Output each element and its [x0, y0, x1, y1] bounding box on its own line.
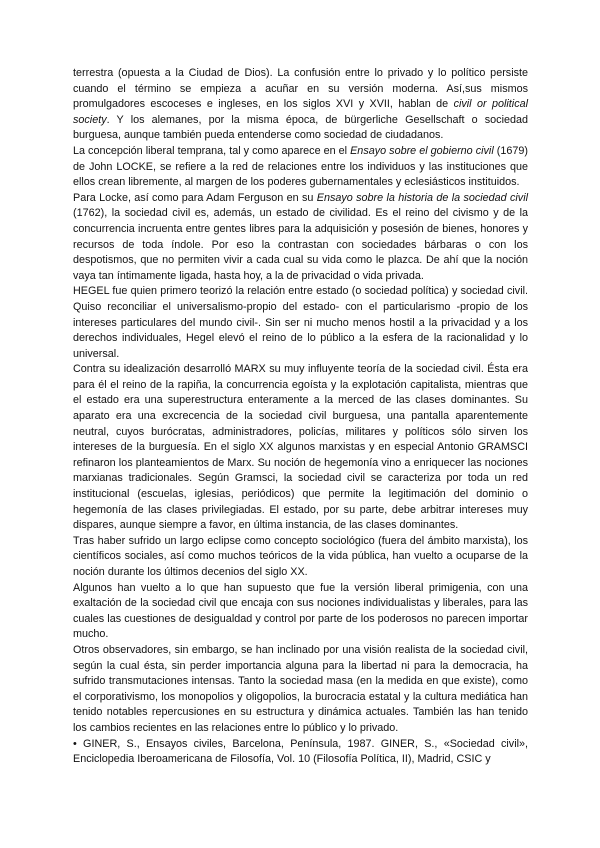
paragraph-eclipse: Tras haber sufrido un largo eclipse como concepto sociológico (fuera del ámbito marxista), los científicos sociales, así como muchos teóricos de la vida pública, han vuelto a ocuparse de la noción durante los últimos decenios del siglo XX. — [73, 534, 528, 578]
bibliography-entry: • GINER, S., Ensayos civiles, Barcelona, Península, 1987. GINER, S., «Sociedad civil», Enciclopedia Iberoamericana de Filosofía, Vol. 10 (Filosofía Política, II), Madrid, CSIC y — [73, 737, 528, 766]
paragraph-locke: La concepción liberal temprana, tal y como aparece en el Ensayo sobre el gobierno civil (1679) de John LOCKE, se refiere a la red de relaciones entre los individuos y las instituciones que ellos crean libremente, al margen de los poderes gubernamentales y eclesiásticos instituidos. — [73, 144, 528, 189]
paragraph-civil-society-origins: terrestra (opuesta a la Ciudad de Dios). La confusión entre lo privado y lo político persiste cuando el término se empieza a acuñar en su versión moderna. Así,sus mismos promulgadores escoceses e ingleses, en los siglos XVI y XVII, hablan de civil or political society. Y los alemanes, por la misma época, de bürgerliche Gesellschaft o sociedad burguesa, aunque también pueda entenderse como sociedad de ciudadanos. — [73, 67, 528, 142]
paragraph-liberal-return: Algunos han vuelto a lo que han supuesto que fue la versión liberal primigenia, con una exaltación de la sociedad civil que encaja con sus nociones individualistas y liberales, para las cuales las cuestiones de desigualdad y control por parte de los poderosos no parecen importar mucho. — [73, 581, 528, 641]
paragraph-marx-gramsci: Contra su idealización desarrolló MARX su muy influyente teoría de la sociedad civil. Ésta era para él el reino de la rapiña, la concurrencia egoísta y la explotación capitalista, mientras que el estado era una superestructura enteramente a la merced de las clases dominantes. Su aparato era una excrecencia de la sociedad civil burguesa, una pantalla aparentemente neutral, cuyos burócratas, administradores, policías, militares y políticos sólo sirven los intereses de la burguesía. En el siglo XX algunos marxistas y en especial Antonio GRAMSCI refinaron los planteamientos de Marx. Su noción de hegemonía vino a enriquecer las nociones marxianas tradicionales. Según Gramsci, la sociedad civil se caracteriza por toda un red institucional (escuelas, iglesias, periódicos) que permite la legitimación del dominio o hegemonía de las clases privilegiadas. El estado, por su parte, debe arbitrar intereses muy dispares, aunque siempre a favor, en última instancia, de las clases dominantes. — [73, 363, 528, 532]
paragraph-hegel: HEGEL fue quien primero teorizó la relación entre estado (o sociedad política) y sociedad civil. Quiso reconciliar el universalismo-propio del estado- con el particularismo -propio de los intereses particulares del mundo civil-. Sin ser ni mucho menos hostil a la privacidad y a los derechos individuales, Hegel elevó el reino de lo público a la esfera de la racionalidad y lo universal. — [73, 285, 528, 360]
paragraph-ferguson: Para Locke, así como para Adam Ferguson en su Ensayo sobre la historia de la sociedad civil (1762), la sociedad civil es, además, un estado de civilidad. Es el reino del civismo y de la concurrencia incruenta entre gentes libres para la adquisición y posesión de bienes, honores y recursos de toda índole. Por eso la contrastan con sociedades bárbaras o con los despotismos, que no permiten vivir a cada cual su vida como le plazca. De ahí que la noción vaya tan íntimamente ligada, hasta hoy, a la de privacidad o vida privada. — [73, 191, 528, 282]
paragraph-realist-view: Otros observadores, sin embargo, se han inclinado por una visión realista de la sociedad civil, según la cual ésta, sin perder importancia alguna para la libertad ni para la democracia, ha sufrido transmutaciones intensas. Tanto la sociedad masa (en la medida en que existe), como el corporativismo, los monopolios y oligopolios, la burocracia estatal y la cultura mediática han tenido notables repercusiones en su estructura y dinámica actuales. También las han tenido los cambios recientes en las relaciones entre lo público y lo privado. — [73, 643, 528, 734]
document-page — [73, 66, 528, 768]
